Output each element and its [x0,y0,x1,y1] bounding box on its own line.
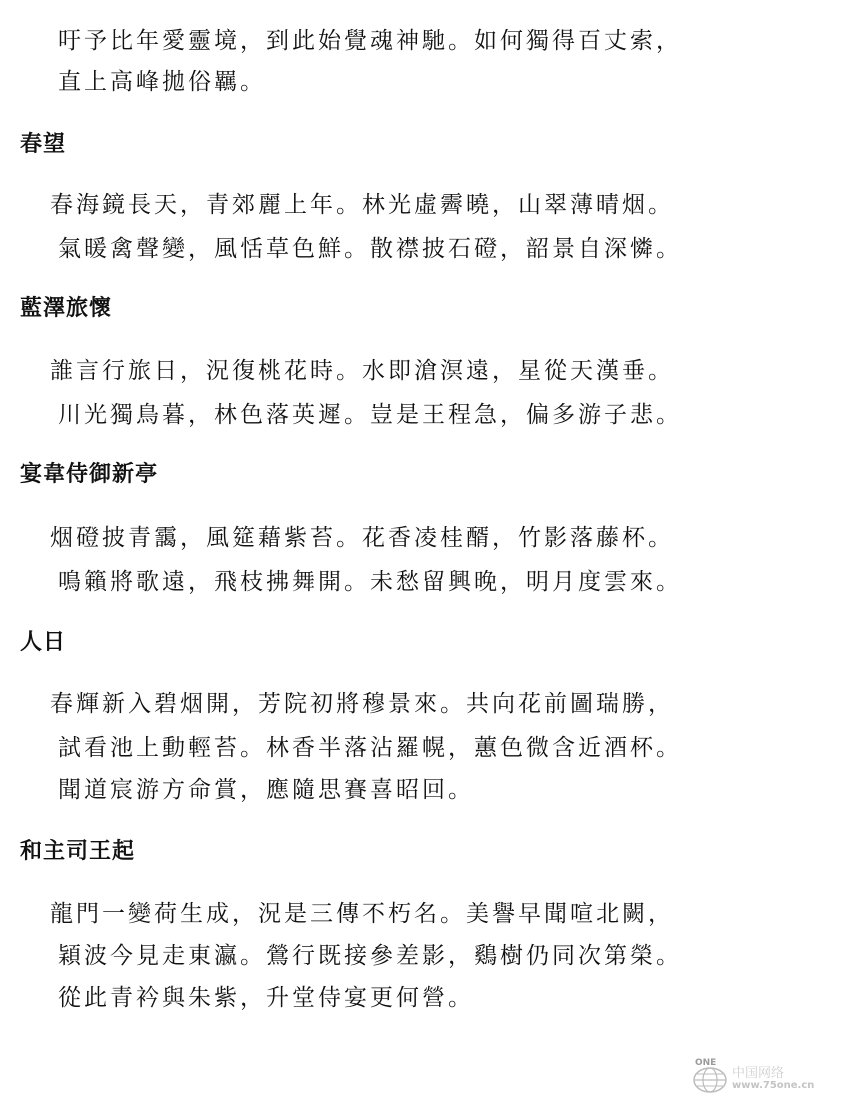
poem-line: 穎波今見走東瀛。鶯行既接參差影，鷄樹仍同次第榮。 [58,943,682,969]
watermark-url: www.75one.cn [732,1080,815,1091]
poem-title: 宴韋侍御新亭 [20,461,159,487]
poem-line: 誰言行旅日，況復桃花時。水即滄溟遠，星從天漢垂。 [50,358,674,384]
poem-line: 春海鏡長天，青郊麗上年。林光虛霽曉，山翠薄晴烟。 [50,192,674,218]
watermark-site-name: 中国网络 [732,1066,785,1081]
poem-title: 春望 [20,131,67,157]
poem-line: 從此青衿與朱紫，升堂侍宴更何營。 [58,985,474,1011]
poem-line: 烟磴披青靄，風筵藉紫苔。花香凌桂醑，竹影落藤杯。 [50,525,674,551]
poem-line: 氣暖禽聲變，風恬草色鮮。散襟披石磴，韶景自深憐。 [58,236,682,262]
poem-line: 鳴籟將歌遠，飛枝拂舞開。未愁留興晚，明月度雲來。 [58,569,682,595]
poem-title: 藍澤旅懷 [20,295,113,321]
poem-line: 直上高峰拋俗羈。 [58,69,266,95]
poem-line: 試看池上動輕苔。林香半落沾羅幌，蕙色微含近酒杯。 [58,735,682,761]
poem-line: 龍門一變荷生成，況是三傳不朽名。美譽早聞喧北闕， [50,901,674,927]
poem-line: 春輝新入碧烟開，芳院初將穆景來。共向花前圖瑞勝， [50,691,674,717]
poem-title: 人日 [20,629,67,655]
watermark-logo: ONE [695,1058,717,1068]
poem-line: 吁予比年愛靈境，到此始覺魂神馳。如何獨得百丈索， [58,28,682,54]
poem-title: 和主司王起 [20,838,136,864]
watermark [692,1058,842,1096]
poem-line: 川光獨鳥暮，林色落英遲。豈是王程急，偏多游子悲。 [58,402,682,428]
poem-line: 聞道宸游方命賞，應隨思賽喜昭回。 [58,777,474,803]
